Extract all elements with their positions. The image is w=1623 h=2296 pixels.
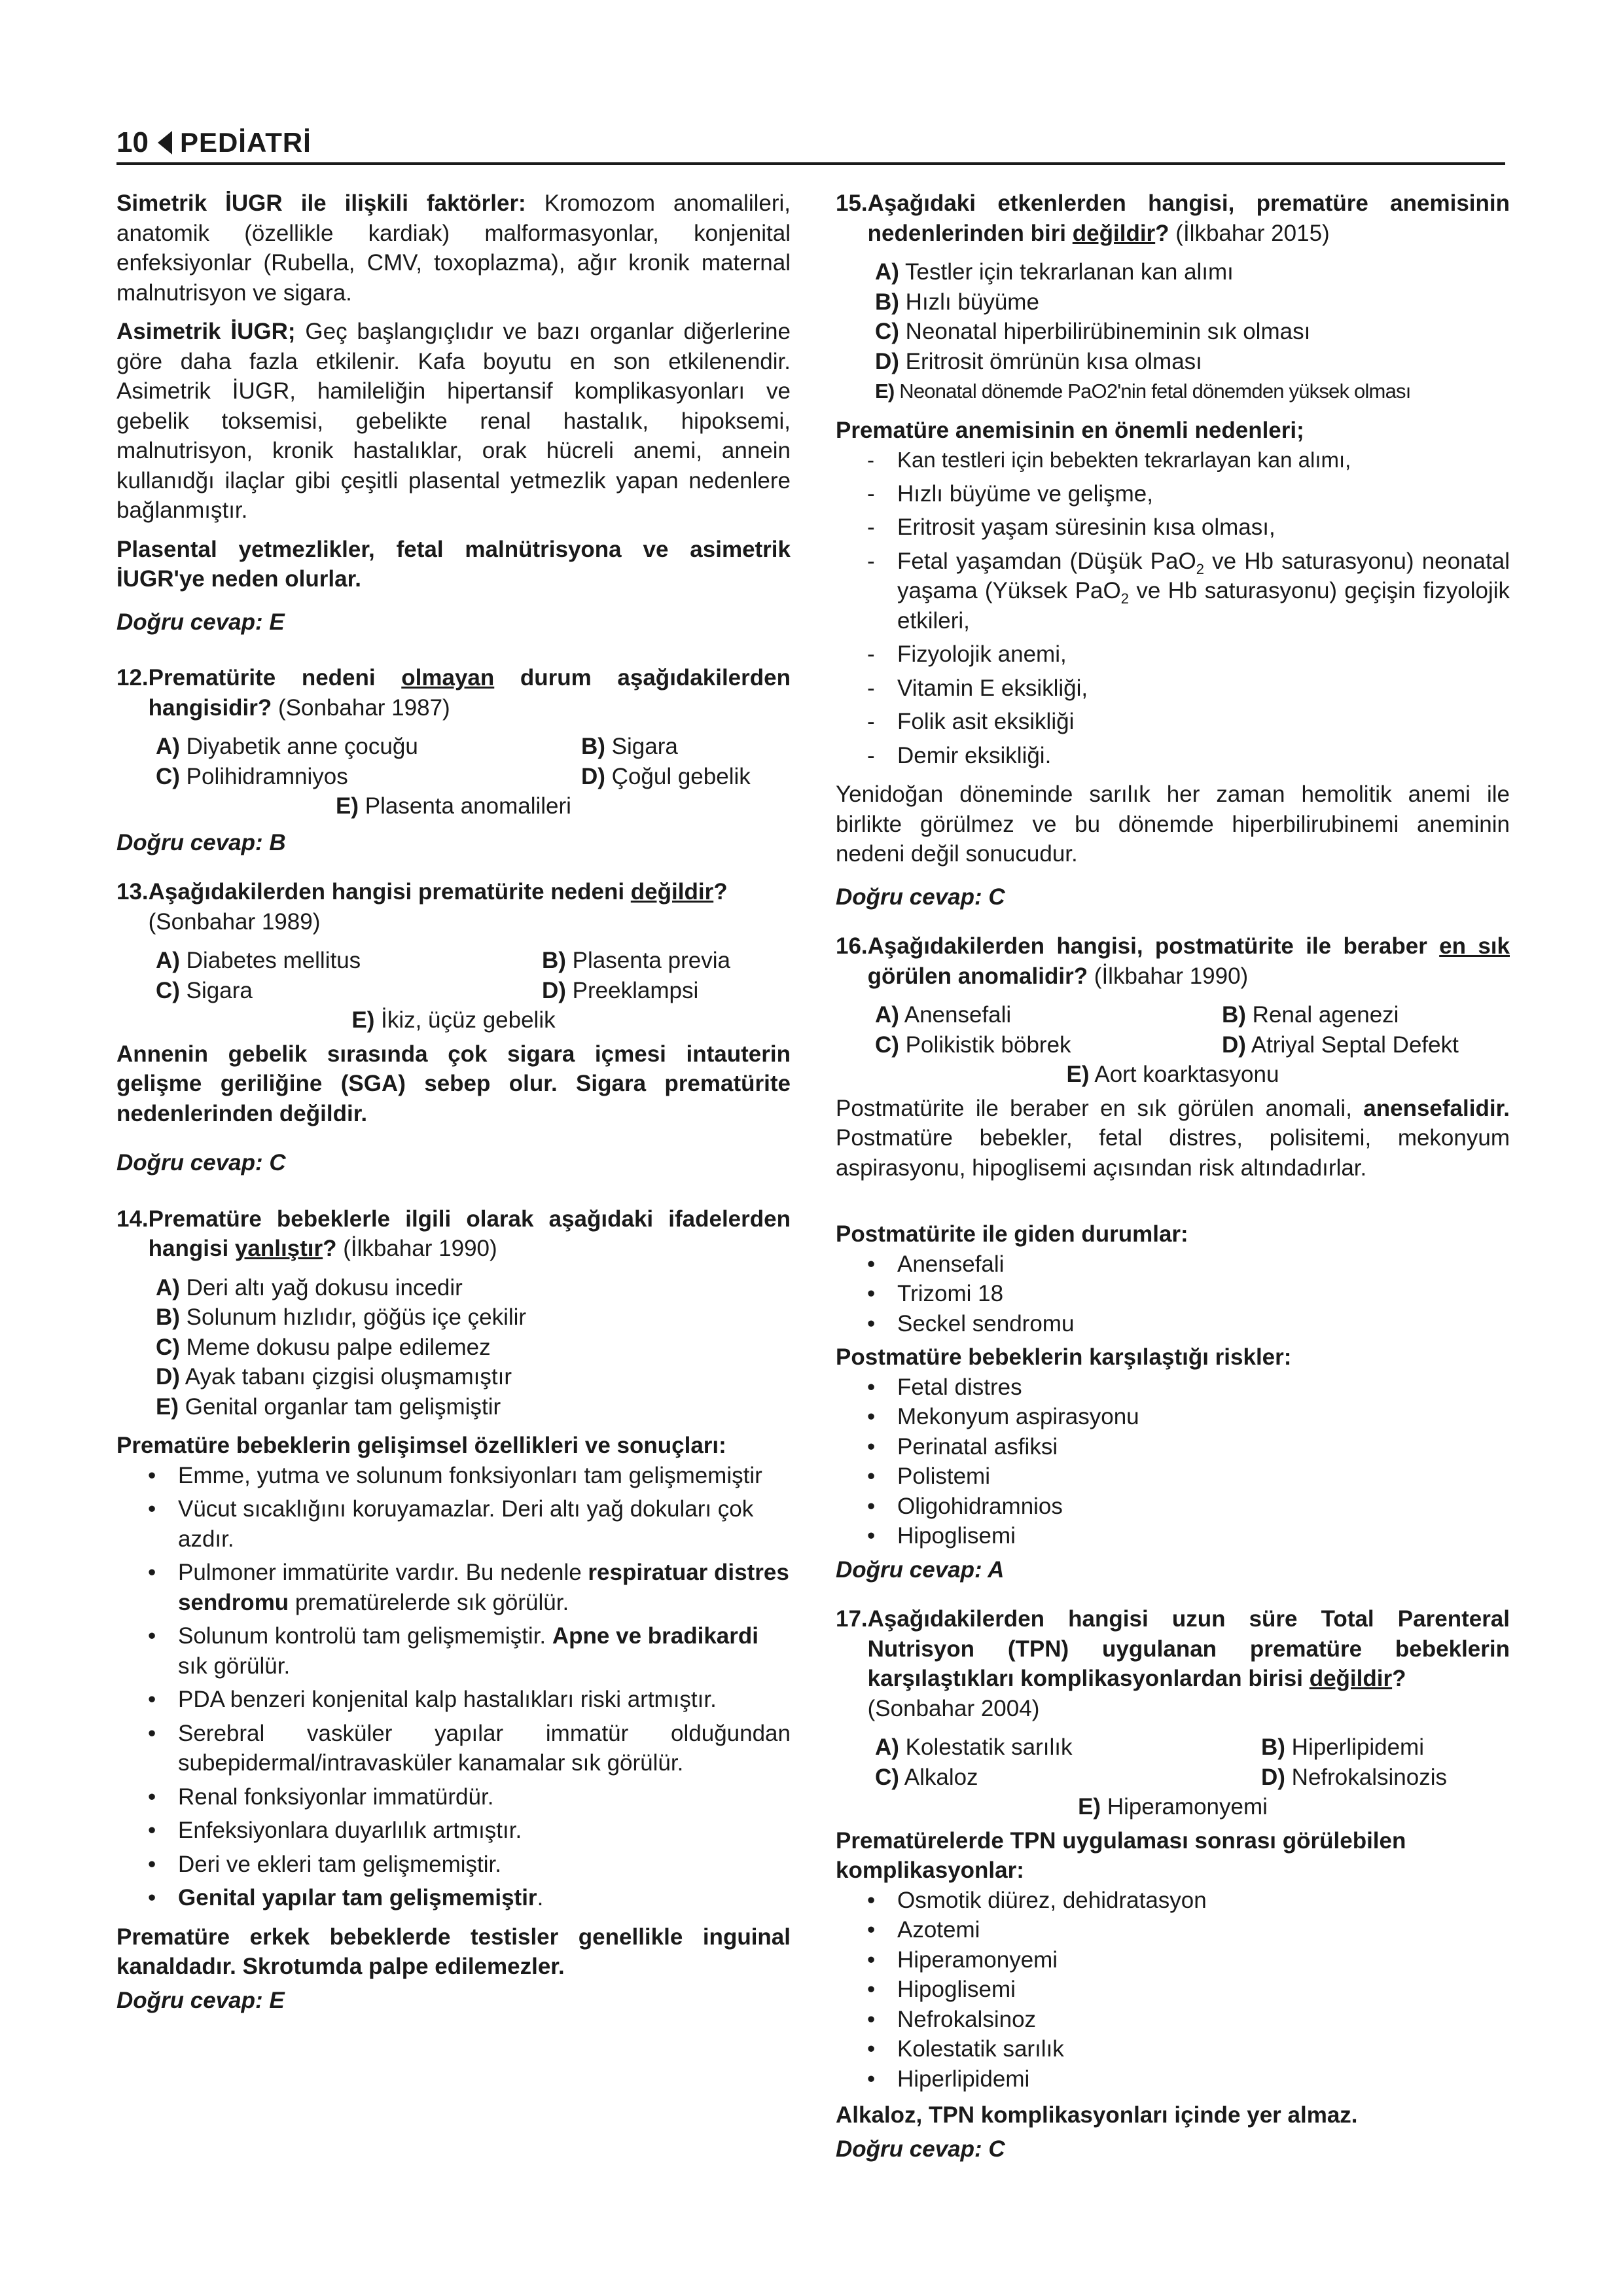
option-d <box>542 976 791 1006</box>
question-number: 16. <box>836 933 868 959</box>
list-item: • Hiperamonyemi <box>867 1945 1510 1975</box>
q-text-underlined: yanlıştır <box>234 1236 323 1261</box>
simetrik-iugr-paragraph <box>116 188 791 308</box>
option-d <box>156 1362 791 1392</box>
question-16 <box>836 931 1510 991</box>
list-item: • Azotemi <box>867 1915 1510 1945</box>
list-item: • Mekonyum aspirasyonu <box>867 1402 1510 1432</box>
option-text: Deri altı yağ dokusu incedir <box>186 1274 463 1300</box>
option-label: C) <box>875 1764 899 1790</box>
option-label: D) <box>875 348 899 374</box>
option-c <box>875 1030 1222 1060</box>
asimetrik-iugr-paragraph <box>116 317 791 526</box>
list-item: - Hızlı büyüme ve gelişme, <box>867 479 1510 509</box>
option-e <box>116 791 791 821</box>
triangle-left-icon <box>158 131 172 154</box>
q-text-underlined: en sık <box>1439 933 1510 959</box>
q-source: (İlkbahar 2015) <box>1169 220 1330 246</box>
option-text: Polikistik böbrek <box>905 1031 1071 1058</box>
list-item: • Renal fonksiyonlar immatürdür. <box>148 1782 791 1812</box>
option-label: B) <box>1222 1002 1246 1028</box>
question-14 <box>116 1204 791 1264</box>
option-text: Plasenta previa <box>572 948 730 973</box>
options-13 <box>156 946 791 1005</box>
explanation-13: Annenin gebelik sırasında çok sigara içmesi intauterin gelişme geriliğine (SGA) sebep olur. Sigara prematürite nedenlerinden değildir. <box>116 1041 791 1126</box>
li-dot: . <box>537 1885 544 1910</box>
option-label: E) <box>875 380 895 403</box>
left-column <box>116 188 791 2015</box>
option-c <box>156 976 542 1006</box>
question-number: 17. <box>836 1606 868 1632</box>
list-item: - Fizyolojik anemi, <box>867 639 1510 670</box>
answer-11: Doğru cevap: E <box>116 609 285 635</box>
option-text: Solunum hızlıdır, göğüs içe çekilir <box>186 1304 527 1330</box>
q-text-b: ? <box>713 879 728 905</box>
li-text: prematürelerde sık görülür. <box>289 1589 569 1615</box>
list-item: - Eritrosit yaşam süresinin kısa olması, <box>867 512 1510 543</box>
exp-text: Postmatürite ile beraber en sık görülen anomali, <box>836 1095 1364 1121</box>
option-c <box>156 762 581 792</box>
option-label: C) <box>875 1031 899 1058</box>
explanation-17: Alkaloz, TPN komplikasyonları içinde yer almaz. <box>836 2102 1358 2128</box>
option-text: Çoğul gebelik <box>611 763 751 789</box>
option-a <box>156 946 542 976</box>
simetrik-iugr-title: Simetrik İUGR ile ilişkili faktörler: <box>116 190 526 216</box>
section-title: PEDİATRİ <box>179 127 312 158</box>
li-bold: Genital yapılar tam gelişmemiştir <box>178 1885 537 1910</box>
option-a <box>875 1000 1222 1030</box>
li-text: Fetal yaşamdan (Düşük PaO <box>897 548 1196 574</box>
bullet-list-14 <box>116 1461 791 1913</box>
answer-13: Doğru cevap: C <box>116 1150 286 1175</box>
option-b <box>875 287 1510 317</box>
li-bold: respiratuar distres sendromu <box>178 1560 789 1615</box>
option-e <box>836 1792 1510 1822</box>
list-item <box>148 1883 791 1913</box>
li-text: ve Hb saturasyonu) geçişin fizyolojik etkileri, <box>897 578 1510 634</box>
option-label: A) <box>156 1274 180 1300</box>
question-17 <box>836 1604 1510 1723</box>
li-text: sık görülür. <box>178 1653 291 1679</box>
list-item: • Perinatal asfiksi <box>867 1432 1510 1462</box>
bullet-list-17 <box>836 1886 1510 2094</box>
option-c <box>875 1763 1261 1793</box>
question-number: 13. <box>116 879 149 905</box>
subscript: 2 <box>1196 560 1204 577</box>
option-text: Aort koarktasyonu <box>1094 1062 1279 1087</box>
option-label: C) <box>156 763 180 789</box>
option-text: Meme dokusu palpe edilemez <box>186 1334 491 1360</box>
list-item: • Serebral vasküler yapılar immatür olduğundan subepidermal/intravasküler kanamalar sık görülür. <box>148 1719 791 1778</box>
q-text-b: görülen anomalidir? <box>867 963 1088 989</box>
option-text: Alkaloz <box>904 1764 978 1790</box>
option-text: Genital organlar tam gelişmiştir <box>185 1393 501 1420</box>
option-b <box>1261 1732 1510 1763</box>
option-c <box>875 317 1510 347</box>
option-a <box>156 1273 791 1303</box>
list-item: • PDA benzeri konjenital kalp hastalıkları riski artmıştır. <box>148 1685 791 1715</box>
list-item: • Hipoglisemi <box>867 1521 1510 1551</box>
list-item: • Hipoglisemi <box>867 1975 1510 2005</box>
question-text <box>149 877 791 937</box>
options-15 <box>875 257 1510 406</box>
q-source: (İlkbahar 1990) <box>336 1236 497 1261</box>
options-17 <box>875 1732 1510 1792</box>
option-label: D) <box>1222 1031 1246 1058</box>
option-label: E) <box>1066 1062 1090 1087</box>
list-item: • Trizomi 18 <box>867 1279 1510 1309</box>
dash-list-15 <box>836 445 1510 770</box>
option-text: Preeklampsi <box>572 977 699 1003</box>
plasental-note: Plasental yetmezlikler, fetal malnütrisyona ve asimetrik İUGR'ye neden olurlar. <box>116 536 791 592</box>
option-text: Neonatal hiperbilirübineminin sık olması <box>905 319 1311 344</box>
list-item: • Polistemi <box>867 1462 1510 1492</box>
option-b <box>581 732 791 762</box>
option-c <box>156 1333 791 1363</box>
option-label: B) <box>1261 1734 1285 1760</box>
question-text <box>149 1204 791 1264</box>
list-item: • Osmotik diürez, dehidratasyon <box>867 1886 1510 1916</box>
answer-16: Doğru cevap: A <box>836 1556 1005 1583</box>
q-text-underlined: değildir <box>630 879 714 905</box>
option-text: Hiperamonyemi <box>1107 1794 1268 1820</box>
list-title-17: Prematürelerde TPN uygulaması sonrası görülebilen komplikasyonlar: <box>836 1827 1406 1883</box>
question-number: 14. <box>116 1206 149 1232</box>
simetrik-iugr-text: Kromozom anomalileri, anatomik (özellikle kardiak) malformasyonlar, konjenital enfeksiyonlar (Rubella, CMV, toxoplazma), ağır kronik maternal malnutrisyon ve sigara. <box>116 190 791 306</box>
option-e <box>116 1005 791 1035</box>
option-d <box>581 762 791 792</box>
option-a <box>156 732 581 762</box>
question-text <box>868 188 1510 248</box>
option-text: Atriyal Septal Defekt <box>1251 1031 1459 1058</box>
list-item: • Deri ve ekleri tam gelişmemiştir. <box>148 1850 791 1880</box>
explanation-16 <box>836 1094 1510 1183</box>
q-text-a: Aşağıdakilerden hangisi uzun süre Total Parenteral Nutrisyon (TPN) uygulanan prematüre bebeklerin karşılaştıkları komplikasyonlardan birisi <box>867 1606 1510 1691</box>
option-label: C) <box>875 319 899 344</box>
option-a <box>875 257 1510 287</box>
option-e <box>875 376 1510 406</box>
q-text-b: ? <box>1392 1666 1406 1691</box>
list-title-15: Prematüre anemisinin en önemli nedenleri; <box>836 417 1304 443</box>
option-d <box>875 347 1510 377</box>
option-label: C) <box>156 1334 180 1360</box>
q-text-a: Aşağıdaki etkenlerden hangisi, prematüre anemisinin nedenlerinden biri <box>867 190 1510 246</box>
q-source: (Sonbahar 2004) <box>867 1695 1040 1721</box>
asimetrik-iugr-title: Asimetrik İUGR; <box>116 319 296 344</box>
q-source: (Sonbahar 1987) <box>272 694 450 721</box>
list-item <box>867 547 1510 636</box>
question-text <box>868 1604 1510 1723</box>
li-text: Solunum kontrolü tam gelişmemiştir. <box>178 1623 552 1649</box>
list-item: • Nefrokalsinoz <box>867 2005 1510 2035</box>
list-item: - Vitamin E eksikliği, <box>867 673 1510 704</box>
q-text-underlined: olmayan <box>401 665 495 691</box>
options-16 <box>875 1000 1510 1060</box>
q-text-b: ? <box>323 1236 337 1261</box>
option-text: İkiz, üçüz gebelik <box>381 1007 556 1033</box>
explanation-15: Yenidoğan döneminde sarılık her zaman hemolitik anemi ile birlikte görülmez ve bu dönemde hiperbilirubinemi aneminin nedeni değil sonucudur. <box>836 781 1510 867</box>
option-label: C) <box>156 977 180 1003</box>
list-item <box>148 1621 791 1681</box>
bullet-list-16b <box>836 1372 1510 1551</box>
options-14 <box>156 1273 791 1422</box>
option-text: Anensefali <box>904 1002 1012 1028</box>
option-a <box>875 1732 1261 1763</box>
list-title-16a: Postmatürite ile giden durumlar: <box>836 1221 1188 1247</box>
q-source: (Sonbahar 1989) <box>148 908 321 935</box>
option-text: Renal agenezi <box>1252 1002 1399 1028</box>
answer-15: Doğru cevap: C <box>836 884 1005 910</box>
option-text: Sigara <box>186 977 253 1003</box>
list-item: • Anensefali <box>867 1249 1510 1280</box>
li-text: Pulmoner immatürite vardır. Bu nedenle <box>178 1560 588 1585</box>
option-text: Neonatal dönemde PaO2'nin fetal dönemden yüksek olması <box>899 380 1411 403</box>
list-item: - Kan testleri için bebekten tekrarlayan kan alımı, <box>867 445 1510 475</box>
question-text <box>149 663 791 723</box>
exp-bold: anensefalidir. <box>1363 1095 1510 1121</box>
option-e <box>836 1060 1510 1090</box>
q-source: (İlkbahar 1990) <box>1088 963 1249 989</box>
option-b <box>156 1302 791 1333</box>
q-text-underlined: değildir <box>1072 220 1156 246</box>
option-d <box>1261 1763 1510 1793</box>
option-text: Diabetes mellitus <box>186 948 361 973</box>
question-number: 12. <box>116 665 149 691</box>
option-text: Polihidramniyos <box>186 763 348 789</box>
list-item: • Fetal distres <box>867 1372 1510 1403</box>
question-15 <box>836 188 1510 248</box>
question-text <box>868 931 1510 991</box>
bullet-list-16a <box>836 1249 1510 1339</box>
list-item: • Seckel sendromu <box>867 1309 1510 1339</box>
question-12 <box>116 663 791 723</box>
exp-text: Postmatüre bebekler, fetal distres, polisitemi, mekonyum aspirasyonu, hipoglisemi açısından risk altındadırlar. <box>836 1125 1510 1181</box>
q-text-underlined: değildir <box>1309 1666 1393 1691</box>
page-header <box>116 123 1505 165</box>
list-item: - Folik asit eksikliği <box>867 707 1510 737</box>
asimetrik-iugr-text: Geç başlangıçlıdır ve bazı organlar diğerlerine göre daha fazla etkilenir. Kafa boyutu en son etkilenendir. Asimetrik İUGR, hamileliğin hipertansif komplikasyonları ve gebelik toksemisi, gebelikte renal hastalık, hipoksemi, malnutrisyon, kronik hastalıklar, orak hücreli anemi, annein kullanıdğı ilaçlar gibi çeşitli plasental yetmezlik yapan nedenlere bağlanmıştır. <box>116 319 791 523</box>
list-item: • Vücut sıcaklığını koruyamazlar. Deri altı yağ dokuları çok azdır. <box>148 1494 791 1554</box>
answer-17: Doğru cevap: C <box>836 2136 1005 2162</box>
option-text: Testler için tekrarlanan kan alımı <box>905 259 1234 285</box>
option-b <box>1222 1000 1510 1030</box>
answer-12: Doğru cevap: B <box>116 829 286 855</box>
option-text: Ayak tabanı çizgisi oluşmamıştır <box>185 1364 512 1390</box>
option-label: A) <box>156 734 180 759</box>
option-label: A) <box>875 259 899 285</box>
option-label: E) <box>351 1007 375 1033</box>
list-item: • Oligohidramnios <box>867 1492 1510 1522</box>
q-text-a: Aşağıdakilerden hangisi prematürite nedeni <box>148 879 631 905</box>
option-e <box>156 1392 791 1422</box>
li-bold: Apne ve bradikardi <box>552 1623 758 1649</box>
option-text: Sigara <box>611 734 678 759</box>
option-label: A) <box>875 1734 899 1760</box>
option-text: Plasenta anomalileri <box>365 793 571 819</box>
question-13 <box>116 877 791 937</box>
question-number: 15. <box>836 190 868 216</box>
right-column <box>836 188 1510 2164</box>
list-item: • Hiperlipidemi <box>867 2064 1510 2094</box>
option-text: Nefrokalsinozis <box>1291 1764 1447 1790</box>
q-text-b: ? <box>1155 220 1169 246</box>
option-label: A) <box>156 948 180 973</box>
option-label: B) <box>542 948 566 973</box>
option-label: B) <box>875 289 899 315</box>
q-text-a: Aşağıdakilerden hangisi, postmatürite ile beraber <box>867 933 1440 959</box>
list-item: • Enfeksiyonlara duyarlılık artmıştır. <box>148 1816 791 1846</box>
list-item: • Emme, yutma ve solunum fonksiyonları tam gelişmemiştir <box>148 1461 791 1491</box>
list-item <box>148 1558 791 1617</box>
option-label: E) <box>1078 1794 1101 1820</box>
list-item: • Kolestatik sarılık <box>867 2034 1510 2064</box>
option-text: Kolestatik sarılık <box>905 1734 1073 1760</box>
option-label: D) <box>581 763 605 789</box>
subscript: 2 <box>1120 590 1129 607</box>
option-label: D) <box>1261 1764 1285 1790</box>
option-d <box>1222 1030 1510 1060</box>
option-text: Hızlı büyüme <box>905 289 1039 315</box>
li-text: ve Hb saturasyonu) neonatal yaşama (Yüksek PaO <box>897 548 1510 603</box>
option-label: D) <box>542 977 566 1003</box>
answer-14: Doğru cevap: E <box>116 1987 285 2013</box>
option-text: Eritrosit ömrünün kısa olması <box>905 348 1202 374</box>
option-text: Hiperlipidemi <box>1291 1734 1424 1760</box>
explanation-14: Prematüre erkek bebeklerde testisler genellikle inguinal kanaldadır. Skrotumda palpe edilemezler. <box>116 1924 791 1979</box>
q-text-a: Prematüre bebeklerle ilgili olarak aşağıdaki ifadelerden hangisi <box>148 1206 791 1261</box>
option-label: D) <box>156 1364 180 1390</box>
option-text: Diyabetik anne çocuğu <box>186 734 418 759</box>
option-label: A) <box>875 1002 899 1028</box>
q-text-a: Prematürite nedeni <box>148 665 402 691</box>
option-b <box>542 946 791 976</box>
list-title-16b: Postmatüre bebeklerin karşılaştığı riskler: <box>836 1344 1292 1370</box>
option-label: B) <box>581 734 605 759</box>
option-label: E) <box>336 793 359 819</box>
option-label: B) <box>156 1304 180 1330</box>
page-number: 10 <box>116 126 149 158</box>
options-12 <box>156 732 791 791</box>
q-text-b: durum aşağıdakilerden hangisidir? <box>148 665 791 721</box>
option-label: E) <box>156 1393 179 1420</box>
list-title-14: Prematüre bebeklerin gelişimsel özellikleri ve sonuçları: <box>116 1433 726 1458</box>
list-item: - Demir eksikliği. <box>867 741 1510 771</box>
